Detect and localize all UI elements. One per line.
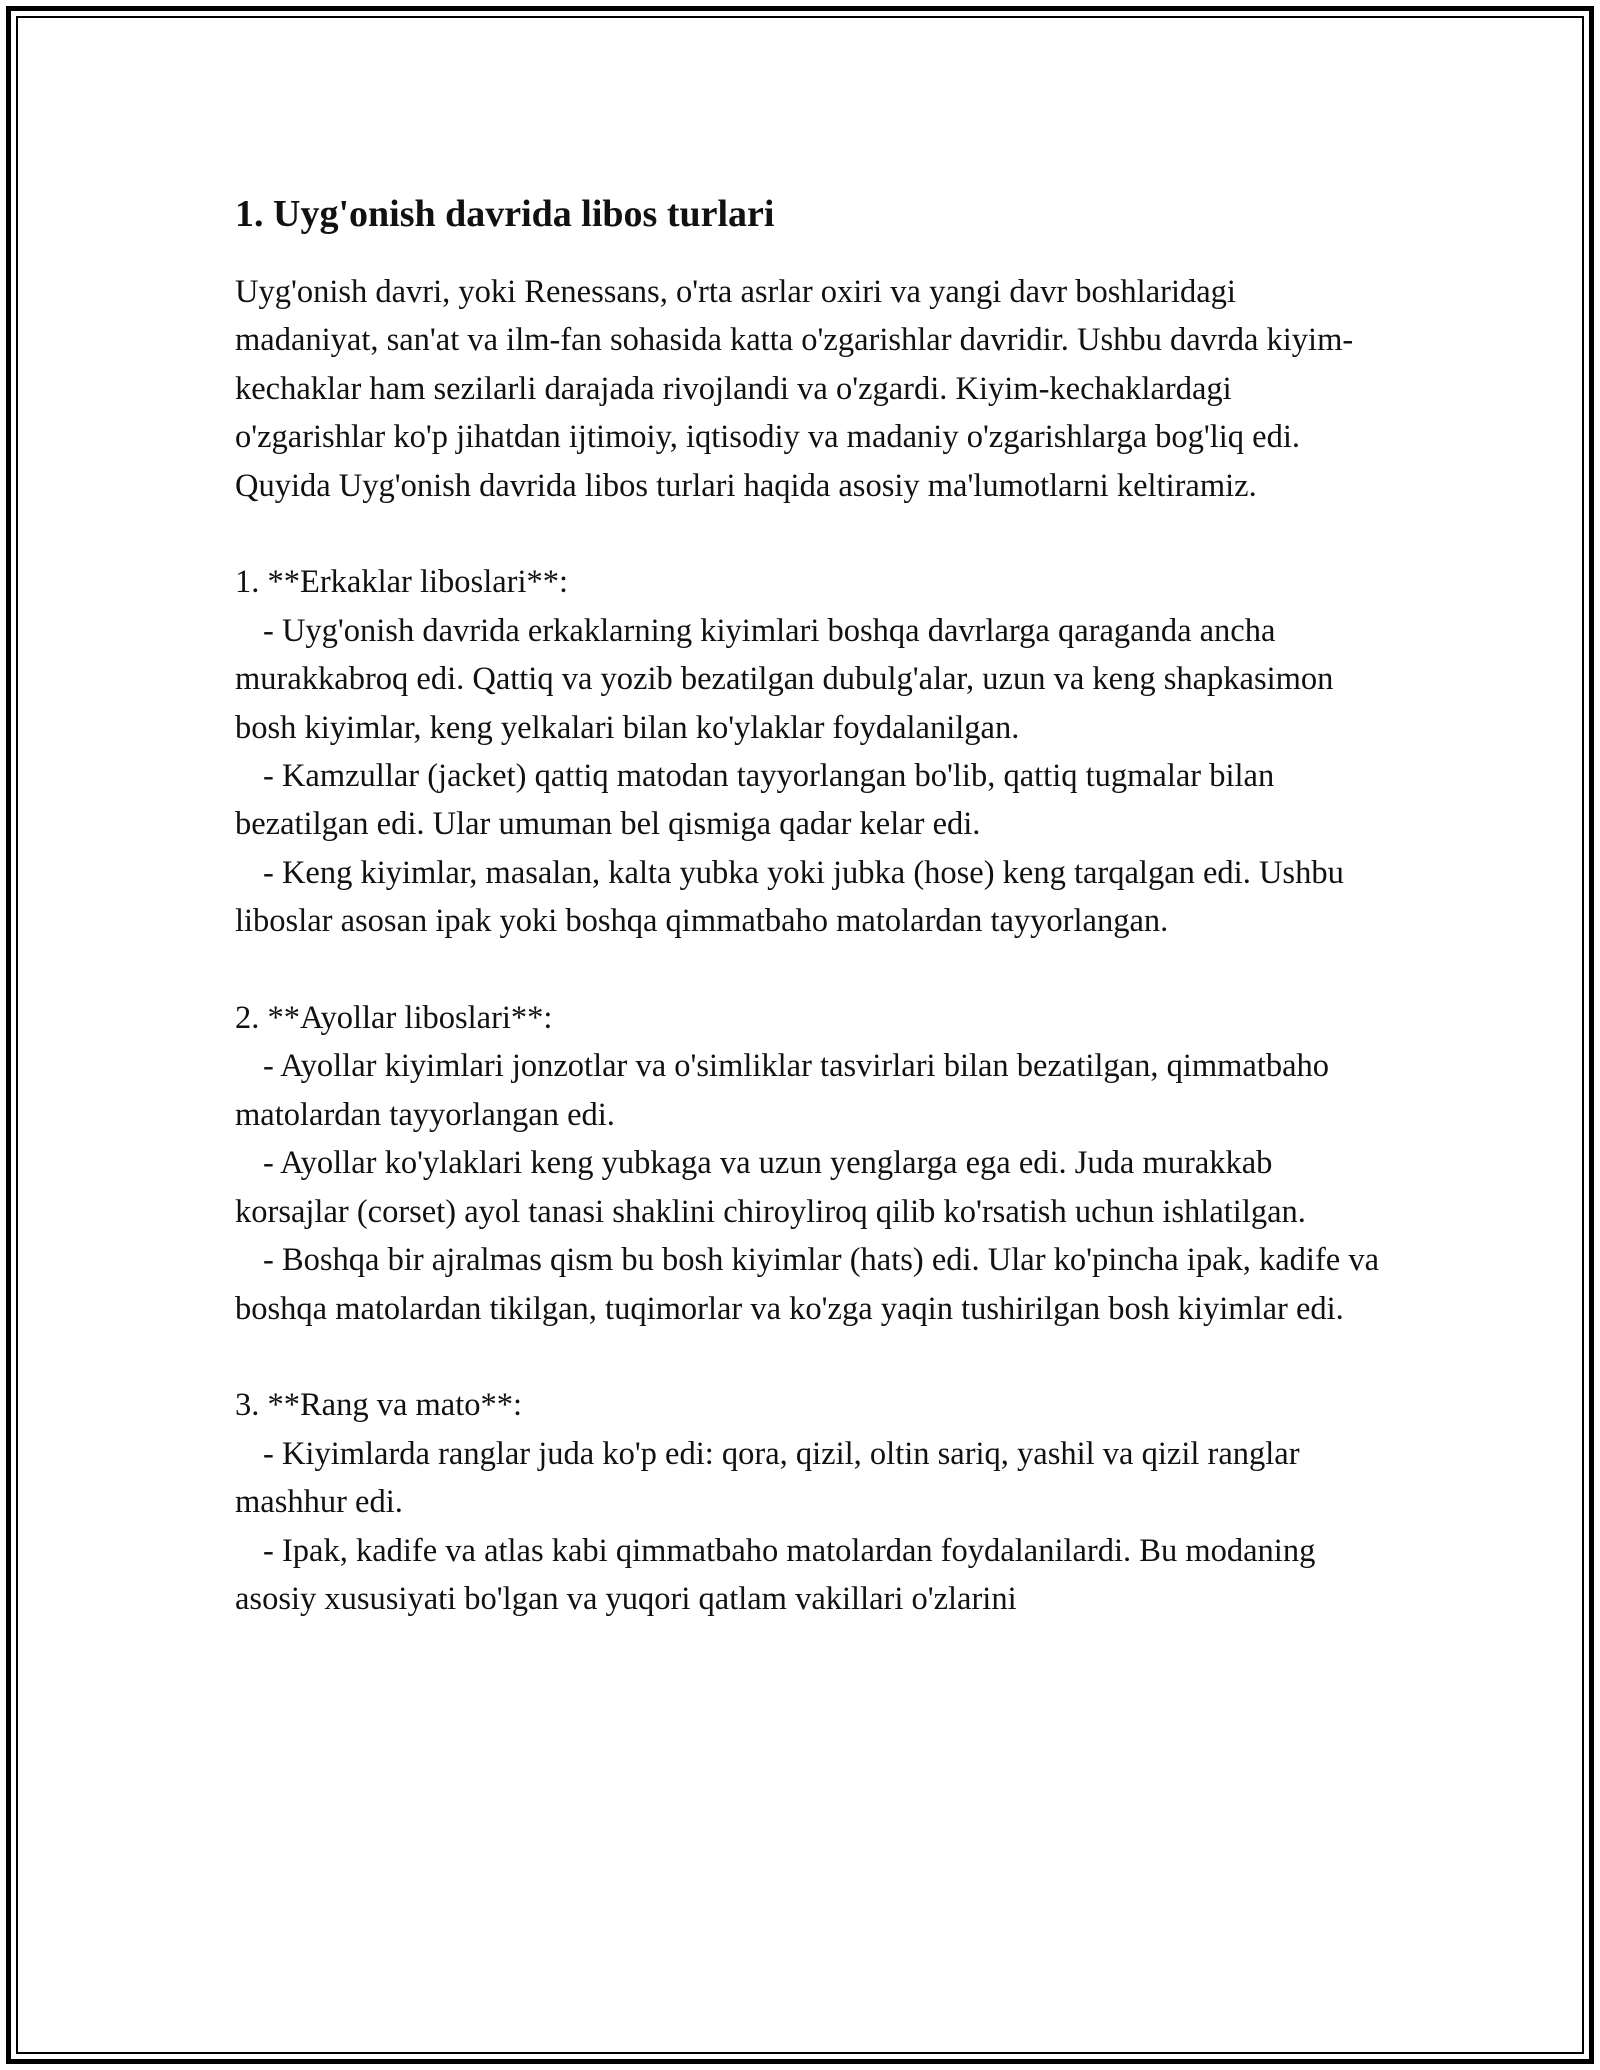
- section-heading: 2. **Ayollar liboslari**:: [235, 1000, 553, 1037]
- spacer: [235, 510, 1385, 558]
- list-item: - Uyg'onish davrida erkaklarning kiyimlari boshqa davrlarga qaraganda ancha murakkabroq edi. Qattiq va yozib bezatilgan dubulg'alar, uzun va keng shapkasimon bosh kiyimlar, keng yelkalari bilan ko'ylaklar foydalanilgan.: [235, 612, 1334, 746]
- section-heading: 3. **Rang va mato**:: [235, 1387, 523, 1424]
- spacer: [235, 1333, 1385, 1381]
- document-title: 1. Uyg'onish davrida libos turlari: [235, 193, 775, 235]
- list-item: - Boshqa bir ajralmas qism bu bosh kiyimlar (hats) edi. Ular ko'pincha ipak, kadife va boshqa matolardan tikilgan, tuqimorlar va ko'zga yaqin tushirilgan bosh kiyimlar edi.: [235, 1242, 1379, 1327]
- list-item: - Ipak, kadife va atlas kabi qimmatbaho matolardan foydalanilardi. Bu modaning asosiy xususiyati bo'lgan va yuqori qatlam vakillari o'zlarini: [235, 1532, 1316, 1617]
- section-heading: 1. **Erkaklar liboslari**:: [235, 564, 569, 601]
- list-item: - Kiyimlarda ranglar juda ko'p edi: qora, qizil, oltin sariq, yashil va qizil ranglar mashhur edi.: [235, 1435, 1300, 1521]
- list-item: - Kamzullar (jacket) qattiq matodan tayyorlangan bo'lib, qattiq tugmalar bilan bezatilgan edi. Ular umuman bel qismiga qadar kelar edi.: [235, 758, 1275, 843]
- list-item: - Ayollar ko'ylaklari keng yubkaga va uzun yenglarga ega edi. Juda murakkab korsajlar (corset) ayol tanasi shaklini chiroyliroq qilib ko'rsatish uchun ishlatilgan.: [235, 1145, 1306, 1230]
- spacer: [235, 946, 1385, 994]
- section-1: [235, 558, 1385, 945]
- list-item: - Ayollar kiyimlari jonzotlar va o'simliklar tasvirlari bilan bezatilgan, qimmatbaho matolardan tayyorlangan edi.: [235, 1048, 1330, 1133]
- intro-paragraph: Uyg'onish davri, yoki Renessans, o'rta asrlar oxiri va yangi davr boshlaridagi madaniyat, san'at va ilm-fan sohasida katta o'zgarishlar davridir. Ushbu davrda kiyim-kechaklar ham sezilarli darajada rivojlandi va o'zgardi. Kiyim-kechaklardagi o'zgarishlar ko'p jihatdan ijtimoiy, iqtisodiy va madaniy o'zgarishlarga bog'liq edi. Quyida Uyg'onish davrida libos turlari haqida asosiy ma'lumotlarni keltiramiz.: [235, 274, 1354, 504]
- section-3: [235, 1381, 1385, 1623]
- document-body: [235, 188, 1385, 1623]
- list-item: - Keng kiyimlar, masalan, kalta yubka yoki jubka (hose) keng tarqalgan edi. Ushbu liboslar asosan ipak yoki boshqa qimmatbaho matolardan tayyorlangan.: [235, 854, 1344, 940]
- section-2: [235, 994, 1385, 1333]
